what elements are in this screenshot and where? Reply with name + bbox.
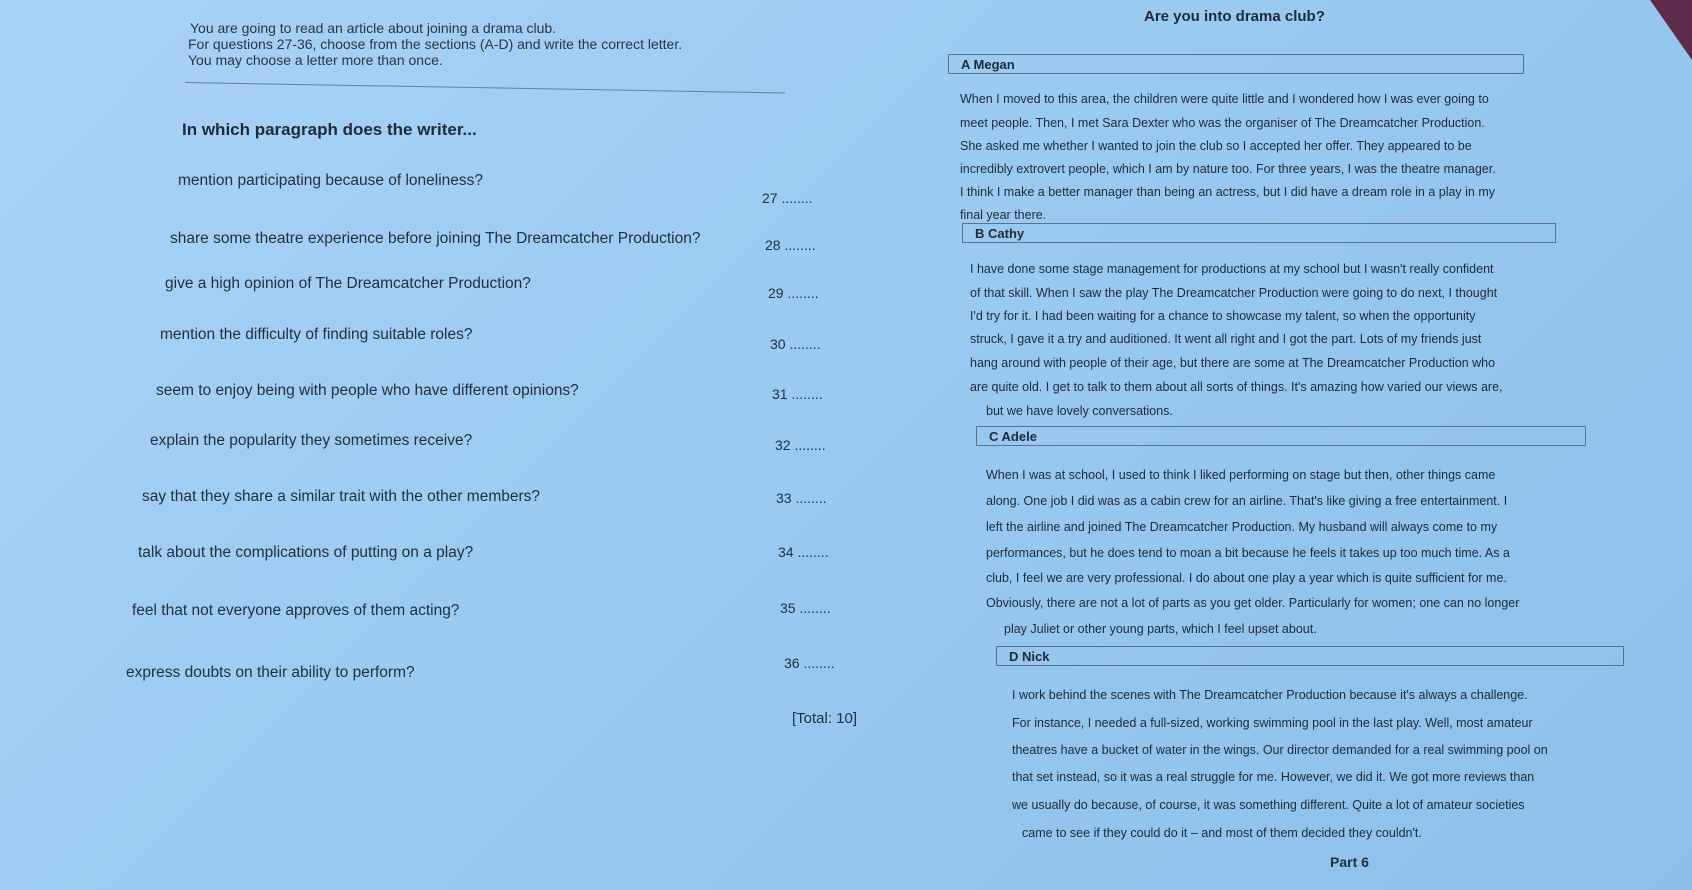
article-title: Are you into drama club? <box>1144 8 1325 25</box>
section-c-line: club, I feel we are very professional. I do about one play a year which is quite sufficient for me. <box>986 571 1507 585</box>
section-c-line: play Juliet or other young parts, which I feel upset about. <box>1004 622 1317 636</box>
section-a-line: incredibly extrovert people, which I am by nature too. For three years, I was the theatre manager. <box>960 162 1496 176</box>
section-d-line: we usually do because, of course, it was something different. Quite a lot of amateur societies <box>1012 798 1525 812</box>
instruction-line: You are going to read an article about joining a drama club. <box>190 20 557 36</box>
question-number[interactable]: 36 ........ <box>784 655 835 671</box>
section-d-line: came to see if they could do it – and most of them decided they couldn't. <box>1022 826 1422 840</box>
question-number[interactable]: 32 ........ <box>775 437 826 453</box>
question-text: feel that not everyone approves of them acting? <box>132 602 460 619</box>
section-a-line: final year there. <box>960 208 1047 222</box>
section-c-line: left the airline and joined The Dreamcatcher Production. My husband will always come to my <box>986 520 1498 534</box>
question-number[interactable]: 27 ........ <box>762 190 813 206</box>
section-b-line: are quite old. I get to talk to them about all sorts of things. It's amazing how varied our views are, <box>970 380 1503 394</box>
question-text: explain the popularity they sometimes receive? <box>150 432 473 449</box>
question-number[interactable]: 30 ........ <box>770 336 821 352</box>
instruction-line: For questions 27-36, choose from the sections (A-D) and write the correct letter. <box>188 36 683 52</box>
question-text: give a high opinion of The Dreamcatcher Production? <box>165 275 531 292</box>
question-text: mention participating because of loneliness? <box>178 172 484 189</box>
section-b-line: I have done some stage management for productions at my school but I wasn't really confident <box>970 262 1494 276</box>
section-d-line: that set instead, so it was a real struggle for me. However, we did it. We got more reviews than <box>1012 770 1535 784</box>
section-d-line: For instance, I needed a full-sized, working swimming pool in the last play. Well, most amateur <box>1012 716 1533 730</box>
section-d-line: theatres have a bucket of water in the wings. Our director demanded for a real swimming pool on <box>1012 743 1548 757</box>
section-c-line: Obviously, there are not a lot of parts as you get older. Particularly for women; one can no longer <box>986 596 1520 610</box>
question-text: seem to enjoy being with people who have different opinions? <box>156 382 579 399</box>
question-number[interactable]: 29 ........ <box>768 285 819 301</box>
section-a-line: meet people. Then, I met Sara Dexter who was the organiser of The Dreamcatcher Production. <box>960 116 1485 130</box>
section-a-line: When I moved to this area, the children were quite little and I wondered how I was ever going to <box>960 92 1489 106</box>
total-marks: [Total: 10] <box>792 710 858 727</box>
section-d-line: I work behind the scenes with The Dreamcatcher Production because it's always a challenge. <box>1012 688 1528 702</box>
section-b-header: B Cathy <box>962 223 1556 243</box>
section-b-line: but we have lovely conversations. <box>986 404 1173 418</box>
section-b-line: of that skill. When I saw the play The Dreamcatcher Production were going to do next, I thought <box>970 286 1498 300</box>
section-c-line: performances, but he does tend to moan a bit because he feels it takes up too much time. As a <box>986 546 1510 560</box>
section-d-header: D Nick <box>996 646 1624 666</box>
question-text: talk about the complications of putting on a play? <box>138 544 474 561</box>
question-number[interactable]: 31 ........ <box>772 386 823 402</box>
question-number[interactable]: 34 ........ <box>778 544 829 560</box>
section-a-line: She asked me whether I wanted to join the club so I accepted her offer. They appeared to be <box>960 139 1472 153</box>
section-a-line: I think I make a better manager than being an actress, but I did have a dream role in a play in my <box>960 185 1496 199</box>
section-b-line: I'd try for it. I had been waiting for a chance to showcase my talent, so when the opportunity <box>970 309 1476 323</box>
question-text: say that they share a similar trait with the other members? <box>142 488 540 505</box>
question-text: express doubts on their ability to perform? <box>126 664 415 681</box>
section-b-line: hang around with people of their age, but there are some at The Dreamcatcher Production who <box>970 356 1496 370</box>
section-a-header: A Megan <box>948 54 1524 74</box>
question-text: mention the difficulty of finding suitable roles? <box>160 326 473 343</box>
question-text: share some theatre experience before joining The Dreamcatcher Production? <box>170 230 701 247</box>
question-heading: In which paragraph does the writer... <box>182 120 477 139</box>
section-c-line: When I was at school, I used to think I liked performing on stage but then, other things came <box>986 468 1496 482</box>
question-number[interactable]: 35 ........ <box>780 600 831 616</box>
question-number[interactable]: 28 ........ <box>765 237 816 253</box>
section-c-header: C Adele <box>976 426 1586 446</box>
section-b-line: struck, I gave it a try and auditioned. It went all right and I got the part. Lots of my friends just <box>970 332 1482 346</box>
part-label: Part 6 <box>1330 854 1369 870</box>
section-c-line: along. One job I did was as a cabin crew for an airline. That's like giving a free entertainment. I <box>986 494 1508 508</box>
instruction-line: You may choose a letter more than once. <box>188 52 443 68</box>
question-number[interactable]: 33 ........ <box>776 490 827 506</box>
